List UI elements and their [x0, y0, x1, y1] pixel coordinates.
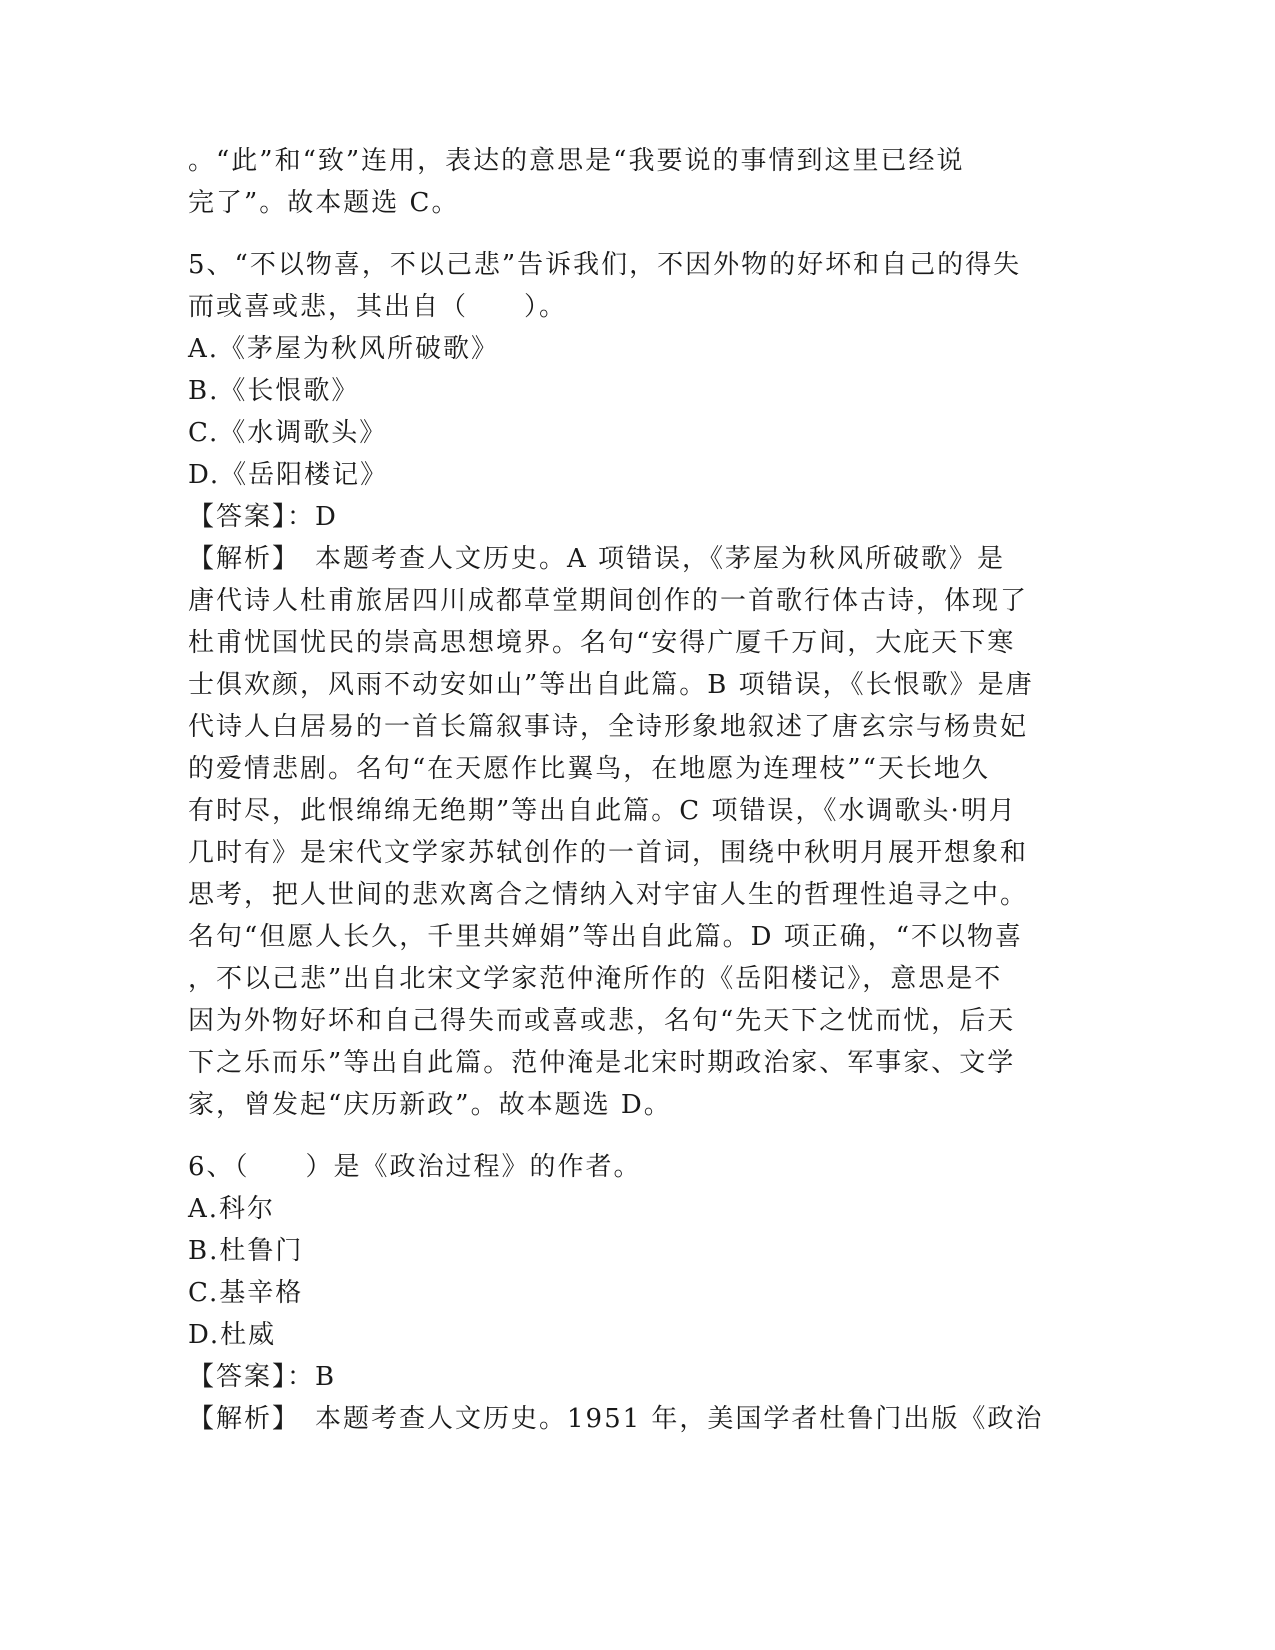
question-stem: 6、（ ）是《政治过程》的作者。 — [188, 1152, 642, 1182]
analysis-line: 家，曾发起“庆历新政”。故本题选 D。 — [188, 1090, 672, 1120]
analysis-line: 的爱情悲剧。名句“在天愿作比翼鸟，在地愿为连理枝”“天长地久 — [188, 754, 990, 784]
option-a: A.《茅屋为秋风所破歌》 — [188, 334, 500, 364]
question-5 — [188, 244, 1088, 1126]
option-d: D.杜威 — [188, 1320, 277, 1350]
question-stem: 5、“不以物喜，不以己悲”告诉我们，不因外物的好坏和自己的得失 — [188, 250, 1022, 280]
analysis-line: 【解析】 本题考查人文历史。A 项错误，《茅屋为秋风所破歌》是 — [188, 544, 1006, 574]
analysis-line: 有时尽，此恨绵绵无绝期”等出自此篇。C 项错误，《水调歌头·明月 — [188, 796, 1017, 826]
document-page — [188, 140, 1088, 1440]
option-b: B.《长恨歌》 — [188, 376, 360, 406]
analysis-line: 唐代诗人杜甫旅居四川成都草堂期间创作的一首歌行体古诗，体现了 — [188, 586, 1029, 616]
text-line: 。“此”和“致”连用，表达的意思是“我要说的事情到这里已经说 — [188, 146, 965, 176]
analysis-line: 几时有》是宋代文学家苏轼创作的一首词，围绕中秋明月展开想象和 — [188, 838, 1029, 868]
analysis-line: 代诗人白居易的一首长篇叙事诗，全诗形象地叙述了唐玄宗与杨贵妃 — [188, 712, 1029, 742]
answer-line: 【答案】：B — [188, 1362, 337, 1392]
analysis-line: 名句“但愿人长久，千里共婵娟”等出自此篇。D 项正确，“不以物喜 — [188, 922, 1023, 952]
option-a: A.科尔 — [188, 1194, 276, 1224]
analysis-line: 士俱欢颜，风雨不动安如山”等出自此篇。B 项错误，《长恨歌》是唐 — [188, 670, 1034, 700]
option-b: B.杜鲁门 — [188, 1236, 304, 1266]
analysis-line: 思考，把人世间的悲欢离合之情纳入对宇宙人生的哲理性追寻之中。 — [188, 880, 1029, 910]
question-stem: 而或喜或悲，其出自（ ）。 — [188, 292, 568, 322]
answer-line: 【答案】：D — [188, 502, 338, 532]
analysis-line: 下之乐而乐”等出自此篇。范仲淹是北宋时期政治家、军事家、文学 — [188, 1048, 1016, 1078]
option-c: C.《水调歌头》 — [188, 418, 388, 448]
analysis-line: 因为外物好坏和自己得失而或喜或悲，名句“先天下之忧而忧，后天 — [188, 1006, 1016, 1036]
analysis-line: ，不以己悲”出自北宋文学家范仲淹所作的《岳阳楼记》，意思是不 — [188, 964, 1003, 994]
text-line: 完了”。故本题选 C。 — [188, 188, 460, 218]
analysis-line: 【解析】 本题考查人文历史。1951 年，美国学者杜鲁门出版《政治 — [188, 1404, 1044, 1434]
option-c: C.基辛格 — [188, 1278, 304, 1308]
q4-explanation-tail — [188, 140, 1088, 224]
question-6 — [188, 1146, 1088, 1440]
option-d: D.《岳阳楼记》 — [188, 460, 389, 490]
analysis-block — [188, 538, 1088, 1126]
analysis-line: 杜甫忧国忧民的崇高思想境界。名句“安得广厦千万间，大庇天下寒 — [188, 628, 1016, 658]
